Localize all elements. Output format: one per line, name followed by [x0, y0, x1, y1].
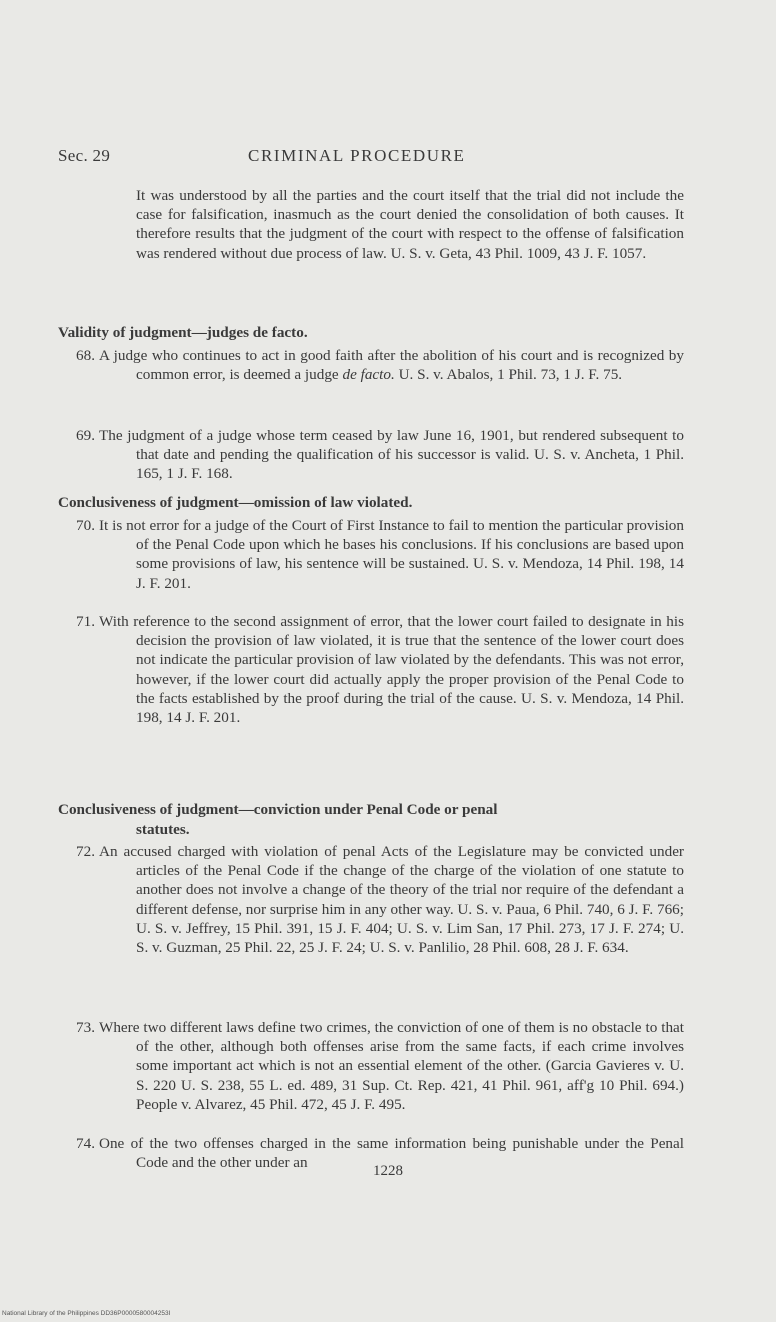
entry-text: The judgment of a judge whose term ceased by law June 16, 1901, but rendered subsequent to that date and pending the qualification of his successor is valid. U. S. v. Ancheta, 1 Phil. 165, 1 J. F. 168.	[99, 427, 684, 483]
entry-number: 69.	[76, 427, 95, 444]
entry-text-italic: de facto.	[342, 366, 395, 384]
heading-omission-of-law: Conclusiveness of judgment—omission of law violated.	[58, 494, 413, 511]
heading-line: statutes.	[136, 820, 190, 838]
entry-text: With reference to the second assignment of error, that the lower court failed to designate in his decision the provision of law violated, it is true that the sentence of the lower court does not indicate the particular provision of law violated by the defendants. This was not error, however, if the lower court did actually apply the proper provision of the Penal Code to the facts established by the proof during the trial of the cause. U. S. v. Mendoza, 14 Phil. 198, 14 J. F. 201.	[99, 613, 684, 727]
heading-line: Conclusiveness of judgment—conviction under Penal Code or penal	[58, 801, 498, 818]
entry-text: Where two different laws define two crimes, the conviction of one of them is no obstacle to that of the other, although both offenses arise from the same facts, if each crime involves some important act which is not an essential element of the other. (Garcia Gavieres v. U. S. 220 U. S. 238, 55 L. ed. 489, 31 Sup. Ct. Rep. 421, 41 Phil. 961, aff'g 10 Phil. 694.) People v. Alvarez, 45 Phil. 472, 45 J. F. 495.	[99, 1019, 684, 1113]
entry-number: 74.	[76, 1135, 95, 1152]
entry-number: 68.	[76, 347, 95, 364]
library-footer: National Library of the Philippines DD36P0000580004253I	[2, 1310, 171, 1317]
entry-number: 72.	[76, 843, 95, 860]
section-label: Sec. 29	[58, 146, 111, 165]
entry-text: It is not error for a judge of the Court of First Instance to fail to mention the particular provision of the Penal Code upon which he bases his conclusions. If his conclusions are based upon some provisions of law, his sentence will be sustained. U. S. v. Mendoza, 14 Phil. 198, 14 J. F. 201.	[99, 517, 684, 592]
entry-text-part: A judge who continues to act in good faith after the abolition of his court and is recognized by common error, is deemed a judge	[99, 347, 684, 384]
entry-text	[76, 346, 684, 384]
entry-text: An accused charged with violation of penal Acts of the Legislature may be convicted under articles of the Penal Code if the change of the charge of the violation of one statute to another does not involve a change of the theory of the trial nor require of the defendant a different defense, nor surprise him in any other way. U. S. v. Paua, 6 Phil. 740, 6 J. F. 766; U. S. v. Jeffrey, 15 Phil. 391, 15 J. F. 404; U. S. v. Lim San, 17 Phil. 273, 17 J. F. 274; U. S. v. Guzman, 25 Phil. 22, 25 J. F. 24; U. S. v. Panlilio, 28 Phil. 608, 28 J. F. 634.	[99, 843, 684, 957]
entry-text: One of the two offenses charged in the same information being punishable under the Penal Code and the other under an	[99, 1135, 684, 1172]
entry-72	[76, 842, 684, 957]
heading-validity-judges-de-facto: Validity of judgment—judges de facto.	[58, 324, 308, 341]
entry-71	[76, 612, 684, 727]
entry-number: 73.	[76, 1019, 95, 1036]
running-head	[58, 146, 698, 168]
entry-70	[76, 516, 684, 593]
entry-68	[76, 346, 684, 384]
lead-paragraph: It was understood by all the parties and the court itself that the trial did not include the case for falsification, inasmuch as the court denied the consolidation of both causes. It therefore results that the judgment of the court with respect to the offense of falsification was rendered without due process of law. U. S. v. Geta, 43 Phil. 1009, 43 J. F. 1057.	[136, 187, 684, 262]
entry-number: 71.	[76, 613, 95, 630]
page-title: CRIMINAL PROCEDURE	[248, 146, 466, 165]
entry-73	[76, 1018, 684, 1114]
page-number: 1228	[373, 1163, 403, 1179]
entry-69	[76, 426, 684, 484]
entry-number: 70.	[76, 517, 95, 534]
entry-text-part: U. S. v. Abalos, 1 Phil. 73, 1 J. F. 75.	[394, 366, 623, 384]
heading-conviction-under-penal-code	[58, 800, 684, 839]
